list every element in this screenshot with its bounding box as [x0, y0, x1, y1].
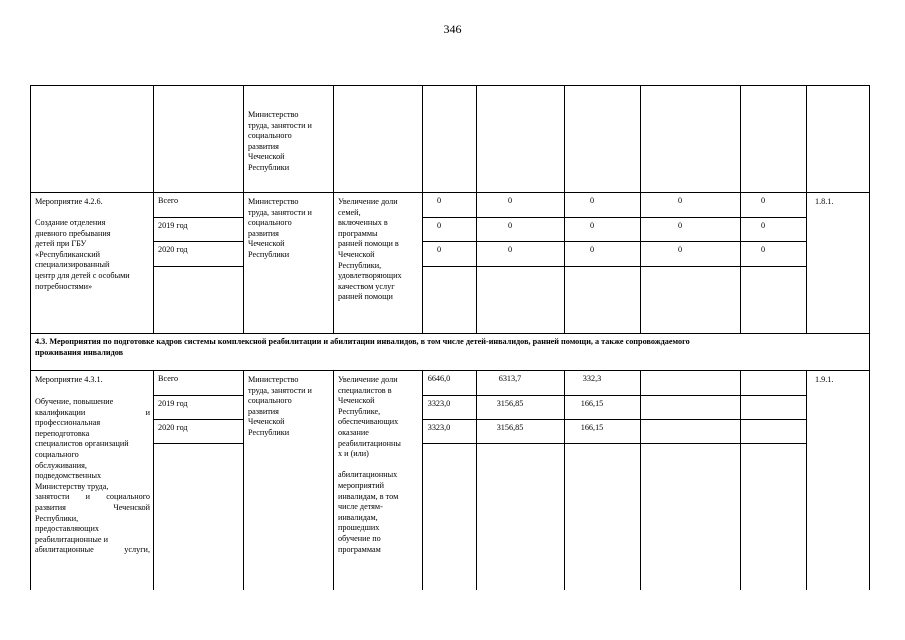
period-label: 2020 год [158, 245, 188, 254]
measure-description-line: переподготовка [35, 428, 90, 438]
table-rule [30, 370, 31, 590]
value-cell: 6646,0 [427, 374, 451, 383]
table-rule [422, 85, 423, 193]
period-rule [153, 266, 244, 267]
measure-description-line: Министерству труда, [35, 481, 109, 491]
value-cell: 0 [589, 245, 595, 254]
table-rule [243, 85, 244, 193]
indicator-line: Чеченской [338, 250, 375, 259]
table-rule [740, 192, 741, 334]
measure-description-line: квалификации и [35, 407, 150, 417]
table-rule [564, 192, 565, 334]
indicator-line: х и (или) [338, 449, 369, 459]
period-label: Всего [158, 196, 179, 205]
indicator-line: Увеличение доли [338, 375, 398, 384]
period-rule [153, 395, 244, 396]
measure-description-line: реабилитационные и [35, 534, 108, 544]
value-cell: 3323,0 [427, 423, 451, 432]
value-rule [422, 419, 807, 420]
measure-description-line: специалистов организаций [35, 439, 129, 449]
table-rule [476, 192, 477, 334]
indicator-line: оказание [338, 428, 369, 437]
value-rule [422, 395, 807, 396]
table-rule [333, 192, 334, 334]
period-rule [153, 241, 244, 242]
period-label: 2020 год [158, 423, 188, 432]
indicator-line: инвалидам, [338, 512, 378, 522]
table-rule [30, 192, 870, 193]
indicator-line: программы [338, 228, 378, 238]
indicator-line: инвалидам, в том [338, 491, 399, 501]
value-rule [422, 241, 807, 242]
table-rule [243, 370, 244, 590]
value-rule [422, 217, 807, 218]
value-cell: 0 [436, 221, 442, 230]
table-rule [153, 85, 154, 193]
table-rule [640, 192, 641, 334]
period-rule [153, 217, 244, 218]
table-rule [869, 370, 870, 590]
executor-line: развития [248, 406, 279, 416]
value-rule [422, 266, 807, 267]
indicator-line: программам [338, 544, 381, 554]
value-cell: 0 [677, 245, 683, 254]
indicator-line: реабилитационны [338, 438, 401, 448]
executor-line: Республики [248, 163, 290, 172]
executor-line: Министерство [248, 197, 299, 206]
period-rule [153, 419, 244, 420]
indicator-line: Республике, [338, 406, 381, 416]
indicator-line: обучение по [338, 534, 381, 543]
indicator-line: ранней помощи в [338, 239, 399, 249]
target-link: 1.9.1. [815, 375, 834, 384]
table-rule [740, 370, 741, 590]
value-cell: 3323,0 [427, 399, 451, 408]
executor-line: социального [248, 396, 292, 406]
executor-line: Министерство [248, 110, 299, 119]
indicator-line: мероприятий [338, 481, 384, 490]
indicator-line: Увеличение доли [338, 197, 398, 206]
measure-description-line: Обучение, повышение [35, 397, 114, 406]
executor-line: развития [248, 228, 279, 238]
target-link: 1.8.1. [815, 197, 834, 206]
indicator-line: качеством услуг [338, 281, 395, 291]
indicator-line: ранней помощи [338, 292, 393, 302]
executor-line: Чеченской [248, 239, 285, 249]
table-rule [30, 85, 870, 86]
value-cell: 0 [436, 196, 442, 205]
indicator-line: семей, [338, 207, 361, 217]
value-cell: 0 [507, 221, 513, 230]
measure-description-line: обслуживания, [35, 460, 87, 470]
measure-description-line: Создание отделения [35, 218, 106, 227]
executor-line: Чеченской [248, 152, 285, 162]
executor-line: социального [248, 131, 292, 141]
measure-description-line: развития Чеченской [35, 503, 150, 512]
measure-description-line: «Республиканский [35, 249, 101, 259]
table-rule [806, 85, 807, 193]
executor-line: социального [248, 218, 292, 228]
measure-description-line: специализированный [35, 260, 110, 270]
table-rule [30, 333, 31, 371]
value-cell: 3156,85 [496, 399, 524, 408]
table-rule [564, 85, 565, 193]
period-label: Всего [158, 374, 179, 383]
measure-description-line: подведомственных [35, 471, 102, 481]
value-cell: 0 [760, 196, 766, 205]
page-number: 346 [443, 22, 462, 36]
indicator-line: числе детям- [338, 502, 383, 512]
value-cell: 0 [677, 196, 683, 205]
section-heading: 4.3. Мероприятия по подготовке кадров системы комплексной реабилитации и абилитации инвалидов, в том числе детей-инвалидов, ранней помощи, а также сопровождаемого [35, 337, 690, 346]
value-cell: 6313,7 [498, 374, 522, 383]
table-rule [806, 192, 807, 334]
measure-description-line: профессиональная [35, 418, 101, 428]
table-rule [640, 370, 641, 590]
executor-line: труда, занятости и [248, 120, 312, 130]
indicator-line: включенных в [338, 218, 388, 228]
table-rule [30, 370, 870, 371]
measure-description-line: детей при ГБУ [35, 239, 87, 249]
value-cell: 0 [677, 221, 683, 230]
executor-line: Республики [248, 428, 290, 437]
value-cell: 0 [589, 196, 595, 205]
value-cell: 0 [436, 245, 442, 254]
value-cell: 0 [760, 221, 766, 230]
table-rule [153, 192, 154, 334]
table-rule [869, 333, 870, 371]
table-rule [153, 370, 154, 590]
measure-description-line: абилитационные услуги, [35, 545, 150, 555]
indicator-line: специалистов в [338, 385, 392, 395]
table-rule [806, 370, 807, 590]
table-rule [333, 370, 334, 590]
value-cell: 0 [589, 221, 595, 230]
value-cell: 3156,85 [496, 423, 524, 432]
measure-description-line: потребностями» [35, 281, 93, 291]
period-rule [153, 443, 244, 444]
table-rule [869, 192, 870, 334]
executor-line: Чеченской [248, 417, 285, 427]
executor-line: развития [248, 141, 279, 151]
value-cell: 0 [760, 245, 766, 254]
value-cell: 166,15 [580, 423, 604, 432]
executor-line: Министерство [248, 375, 299, 384]
period-label: 2019 год [158, 399, 188, 408]
value-cell: 0 [507, 196, 513, 205]
indicator-line: абилитационных [338, 470, 398, 480]
executor-line: труда, занятости и [248, 207, 312, 217]
measure-title: Мероприятие 4.3.1. [35, 375, 103, 384]
indicator-line: прошедших [338, 523, 380, 533]
indicator-line: обеспечивающих [338, 417, 399, 427]
executor-line: труда, занятости и [248, 385, 312, 395]
indicator-line: удовлетворяющих [338, 271, 402, 281]
table-rule [476, 85, 477, 193]
measure-title: Мероприятие 4.2.6. [35, 197, 103, 206]
table-rule [243, 192, 244, 334]
measure-description-line: предоставляющих [35, 524, 99, 534]
table-rule [333, 85, 334, 193]
executor-line: Республики [248, 250, 290, 259]
table-rule [640, 85, 641, 193]
measure-description-line: дневного пребывания [35, 228, 111, 238]
indicator-line: Чеченской [338, 396, 375, 406]
table-rule [30, 333, 870, 334]
value-cell: 0 [507, 245, 513, 254]
period-label: 2019 год [158, 221, 188, 230]
table-rule [30, 85, 31, 193]
table-rule [30, 192, 31, 334]
value-rule [422, 443, 807, 444]
value-cell: 332,3 [582, 374, 602, 383]
section-heading: проживания инвалидов [35, 348, 124, 357]
table-rule [740, 85, 741, 193]
measure-description-line: Республики, [35, 513, 79, 523]
measure-description-line: занятости и социального [35, 492, 150, 502]
indicator-line: Республики, [338, 260, 382, 270]
table-rule [422, 192, 423, 334]
value-cell: 166,15 [580, 399, 604, 408]
measure-description-line: социального [35, 450, 79, 459]
measure-description-line: центр для детей с особыми [35, 271, 130, 280]
table-rule [869, 85, 870, 193]
